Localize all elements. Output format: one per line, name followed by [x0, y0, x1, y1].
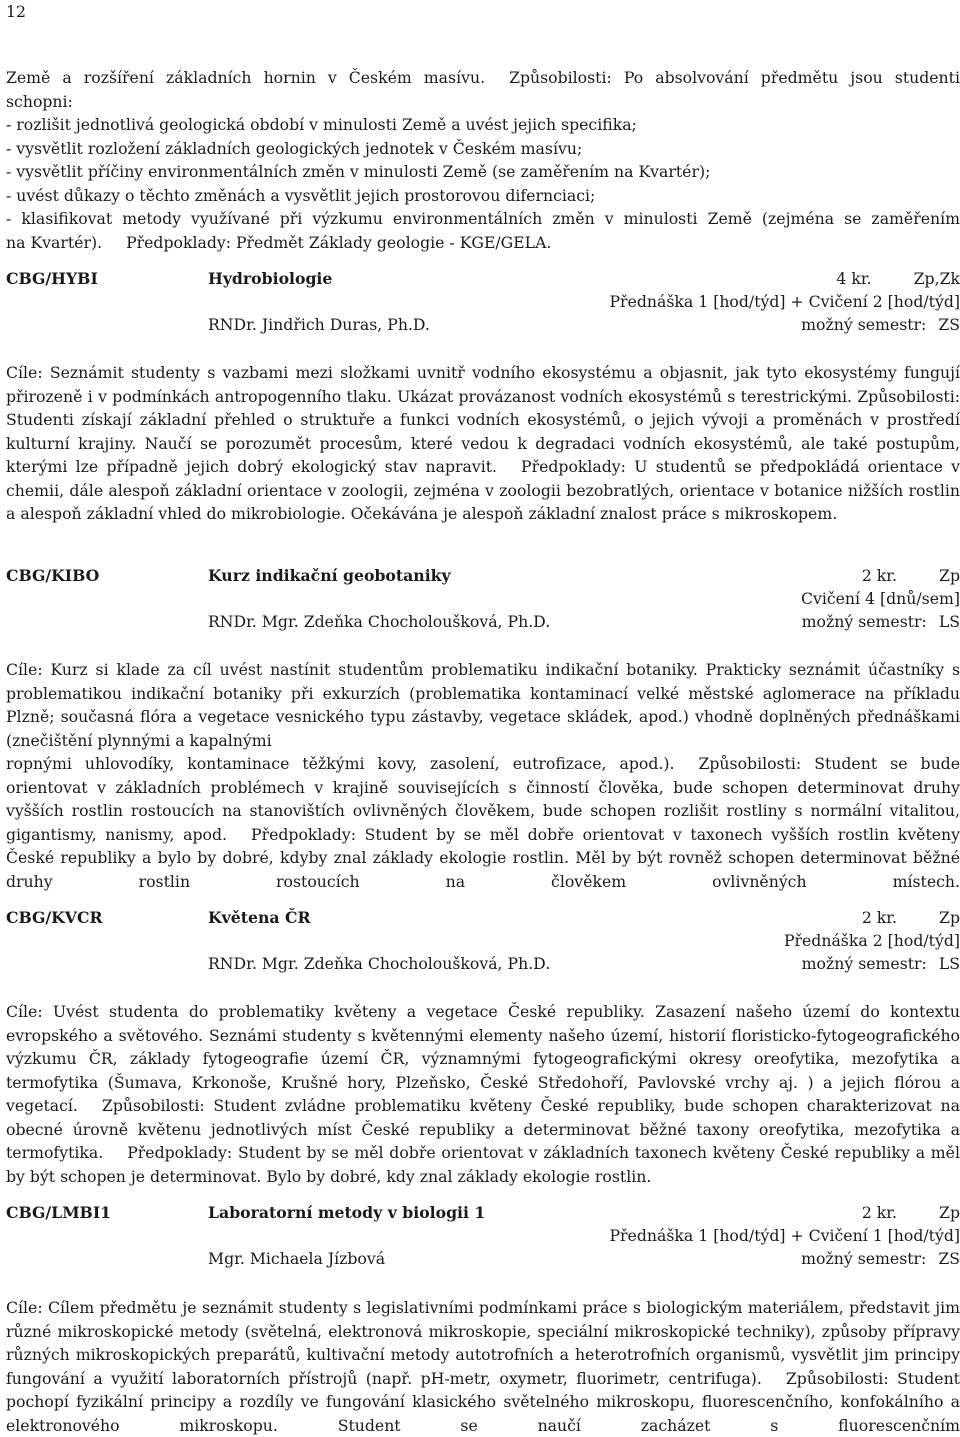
intro-line: - rozlišit jednotlivá geologická období v minulosti Země a uvést jejich specifika; — [6, 113, 960, 137]
course-title: Kurz indikační geobotaniky — [208, 564, 451, 588]
intro-line: - klasifikovat metody využívané při výzkumu environmentálních změn v minulosti Země (zejména se zaměřením — [6, 207, 960, 231]
course-description-lmbi — [6, 1296, 960, 1437]
course-teacher: RNDr. Jindřich Duras, Ph.D. — [208, 313, 430, 337]
course-description-kvcr — [6, 1000, 960, 1188]
course-credits: 2 kr. Zp — [862, 564, 960, 588]
course-code: CBG/HYBI — [6, 267, 98, 291]
course-description: Cíle: Uvést studenta do problematiky květeny a vegetace České republiky. Zasazení našeho území do kontextu evropského a světového. Seznámi studenty s květennými elementy našeho území, historií floristicko-fytogeografického výzkumu ČR, základy fytogeografie území ČR, významnými fytogeografickými okresy oreofytika, mezofytika a termofytika (Šumava, Krkonoše, Krušné hory, Plzeňsko, České Středohoří, Pavlovské vrchy aj. ) a jejich flórou a vegetací. Způsobilosti: Student zvládne problematiku květeny České republiky, bude schopen charakterizovat na obecné úrovně květenu jednotlivých míst České republiky a determinovat běžné taxony oreofytika, mezofytika a termofytika. Předpoklady: Student by se měl dobře orientovat v základních taxonech květeny České republiky a měl by být schopen je determinovat. Bylo by dobré, kdy znal základy ekologie rostlin. — [6, 1000, 960, 1188]
course-completion: Zp — [939, 566, 960, 585]
course-semester: možný semestr: ZS — [801, 1247, 960, 1271]
course-credits: 4 kr. Zp,Zk — [836, 267, 960, 291]
course-credits: 2 kr. Zp — [862, 906, 960, 930]
course-hours: Cvičení 4 [dnů/sem] — [801, 587, 960, 611]
course-title: Laboratorní metody v biologii 1 — [208, 1201, 485, 1225]
intro-line: - vysvětlit rozložení základních geologických jednotek v Českém masívu; — [6, 137, 960, 161]
page-number: 12 — [6, 0, 26, 24]
course-teacher: RNDr. Mgr. Zdeňka Chocholoušková, Ph.D. — [208, 952, 550, 976]
intro-line: schopni: — [6, 90, 960, 114]
intro-line: Země a rozšíření základních hornin v Českém masívu. Způsobilosti: Po absolvování předmětu jsou studenti — [6, 66, 960, 90]
course-hours: Přednáška 1 [hod/týd] + Cvičení 2 [hod/týd] — [610, 290, 960, 314]
course-completion: Zp — [939, 908, 960, 927]
course-description-hybi — [6, 361, 960, 526]
course-code: CBG/KVCR — [6, 906, 103, 930]
course-header-kibo — [6, 564, 960, 634]
course-description: Cíle: Cílem předmětu je seznámit studenty s legislativními podmínkami práce s biologickým materiálem, představit jim různé mikroskopické metody (světelná, elektronová mikroskopie, speciální mikroskopické techniky), způsoby přípravy různých mikroskopických preparátů, kultivační metody autotrofních a heterotrofních organismů, vysvětlit jim principy fungování a využití laboratorních přístrojů (např. pH-metr, oxymetr, fluorimetr, centrifuga). Způsobilosti: Student pochopí fyzikální principy a rozdíly ve fungování klasického světelného mikroskopu, fluorescenčního, konfokálního a elektronového mikroskopu. Student se naučí zacházet s fluorescenčním — [6, 1296, 960, 1437]
course-semester: možný semestr: LS — [802, 952, 960, 976]
course-header-hybi — [6, 267, 960, 337]
course-description-kibo — [6, 658, 960, 893]
course-credits: 2 kr. Zp — [862, 1201, 960, 1225]
course-teacher: RNDr. Mgr. Zdeňka Chocholoušková, Ph.D. — [208, 610, 550, 634]
course-code: CBG/LMBI1 — [6, 1201, 111, 1225]
course-title: Hydrobiologie — [208, 267, 332, 291]
course-hours: Přednáška 1 [hod/týd] + Cvičení 1 [hod/týd] — [610, 1224, 960, 1248]
course-code: CBG/KIBO — [6, 564, 99, 588]
course-semester: možný semestr: ZS — [801, 313, 960, 337]
course-description: Cíle: Seznámit studenty s vazbami mezi složkami uvnitř vodního ekosystému a objasnit, jak tyto ekosystémy fungují přirozeně i v podmínkách antropogenního tlaku. Ukázat provázanost vodních ekosystémů s terestrickými. Způsobilosti: Studenti získají základní přehled o struktuře a funkci vodních ekosystémů, o jejich vývoji a proměnách v prostředí kulturní krajiny. Naučí se porozumět procesům, které vedou k degradaci vodních ekosystémů, ale také postupům, kterými lze případně jejich dobrý ekologický stav napravit. Předpoklady: U studentů se předpokládá orientace v chemii, dále alespoň základní orientace v zoologii, zejména v zoologii bezobratlých, orientace v botanice nižších rostlin a alespoň základní vhled do mikrobiologie. Očekávána je alespoň základní znalost práce s mikroskopem. — [6, 361, 960, 526]
course-description: ropnými uhlovodíky, kontaminace těžkými kovy, zasolení, eutrofizace, apod.). Způsobilosti: Student se bude orientovat v základních problémech v krajině souvisejících s činností člověka, bude schopen determinovat druhy vyšších rostlin rostoucích na stanovištích ovlivněných člověkem, bude schopen rozlišit rostliny s normální vitalitou, gigantismy, nanismy, apod. Předpoklady: Student by se měl dobře orientovat v taxonech vyšších rostlin květeny České republiky a bylo by dobré, kdyby znal základy ekologie rostlin. Měl by být rovněž schopen determinovat běžné druhy rostlin rostoucích na člověkem ovlivněných místech. — [6, 752, 960, 893]
intro-text — [6, 66, 960, 254]
course-header-kvcr — [6, 906, 960, 976]
intro-line: - uvést důkazy o těchto změnách a vysvětlit jejich prostorovou difernciaci; — [6, 184, 960, 208]
course-header-lmbi — [6, 1201, 960, 1271]
course-hours: Přednáška 2 [hod/týd] — [784, 929, 960, 953]
course-title: Květena ČR — [208, 906, 311, 930]
intro-line: - vysvětlit příčiny environmentálních změn v minulosti Země (se zaměřením na Kvartér); — [6, 160, 960, 184]
course-completion: Zp — [939, 1203, 960, 1222]
intro-line: na Kvartér). Předpoklady: Předmět Základy geologie - KGE/GELA. — [6, 231, 960, 255]
course-semester: možný semestr: LS — [802, 610, 960, 634]
course-description: Cíle: Kurz si klade za cíl uvést nastínit studentům problematiku indikační botaniky. Prakticky seznámit účastníky s problematikou indikační botaniky při exkurzích (problematika kontaminací velké městské aglomerace na příkladu Plzně; současná flóra a vegetace vesnického typu zástavby, vegetace skládek, apod.) vhodně doplněných přednáškami (znečištění plynnými a kapalnými — [6, 658, 960, 752]
course-completion: Zp,Zk — [914, 269, 960, 288]
course-teacher: Mgr. Michaela Jízbová — [208, 1247, 385, 1271]
